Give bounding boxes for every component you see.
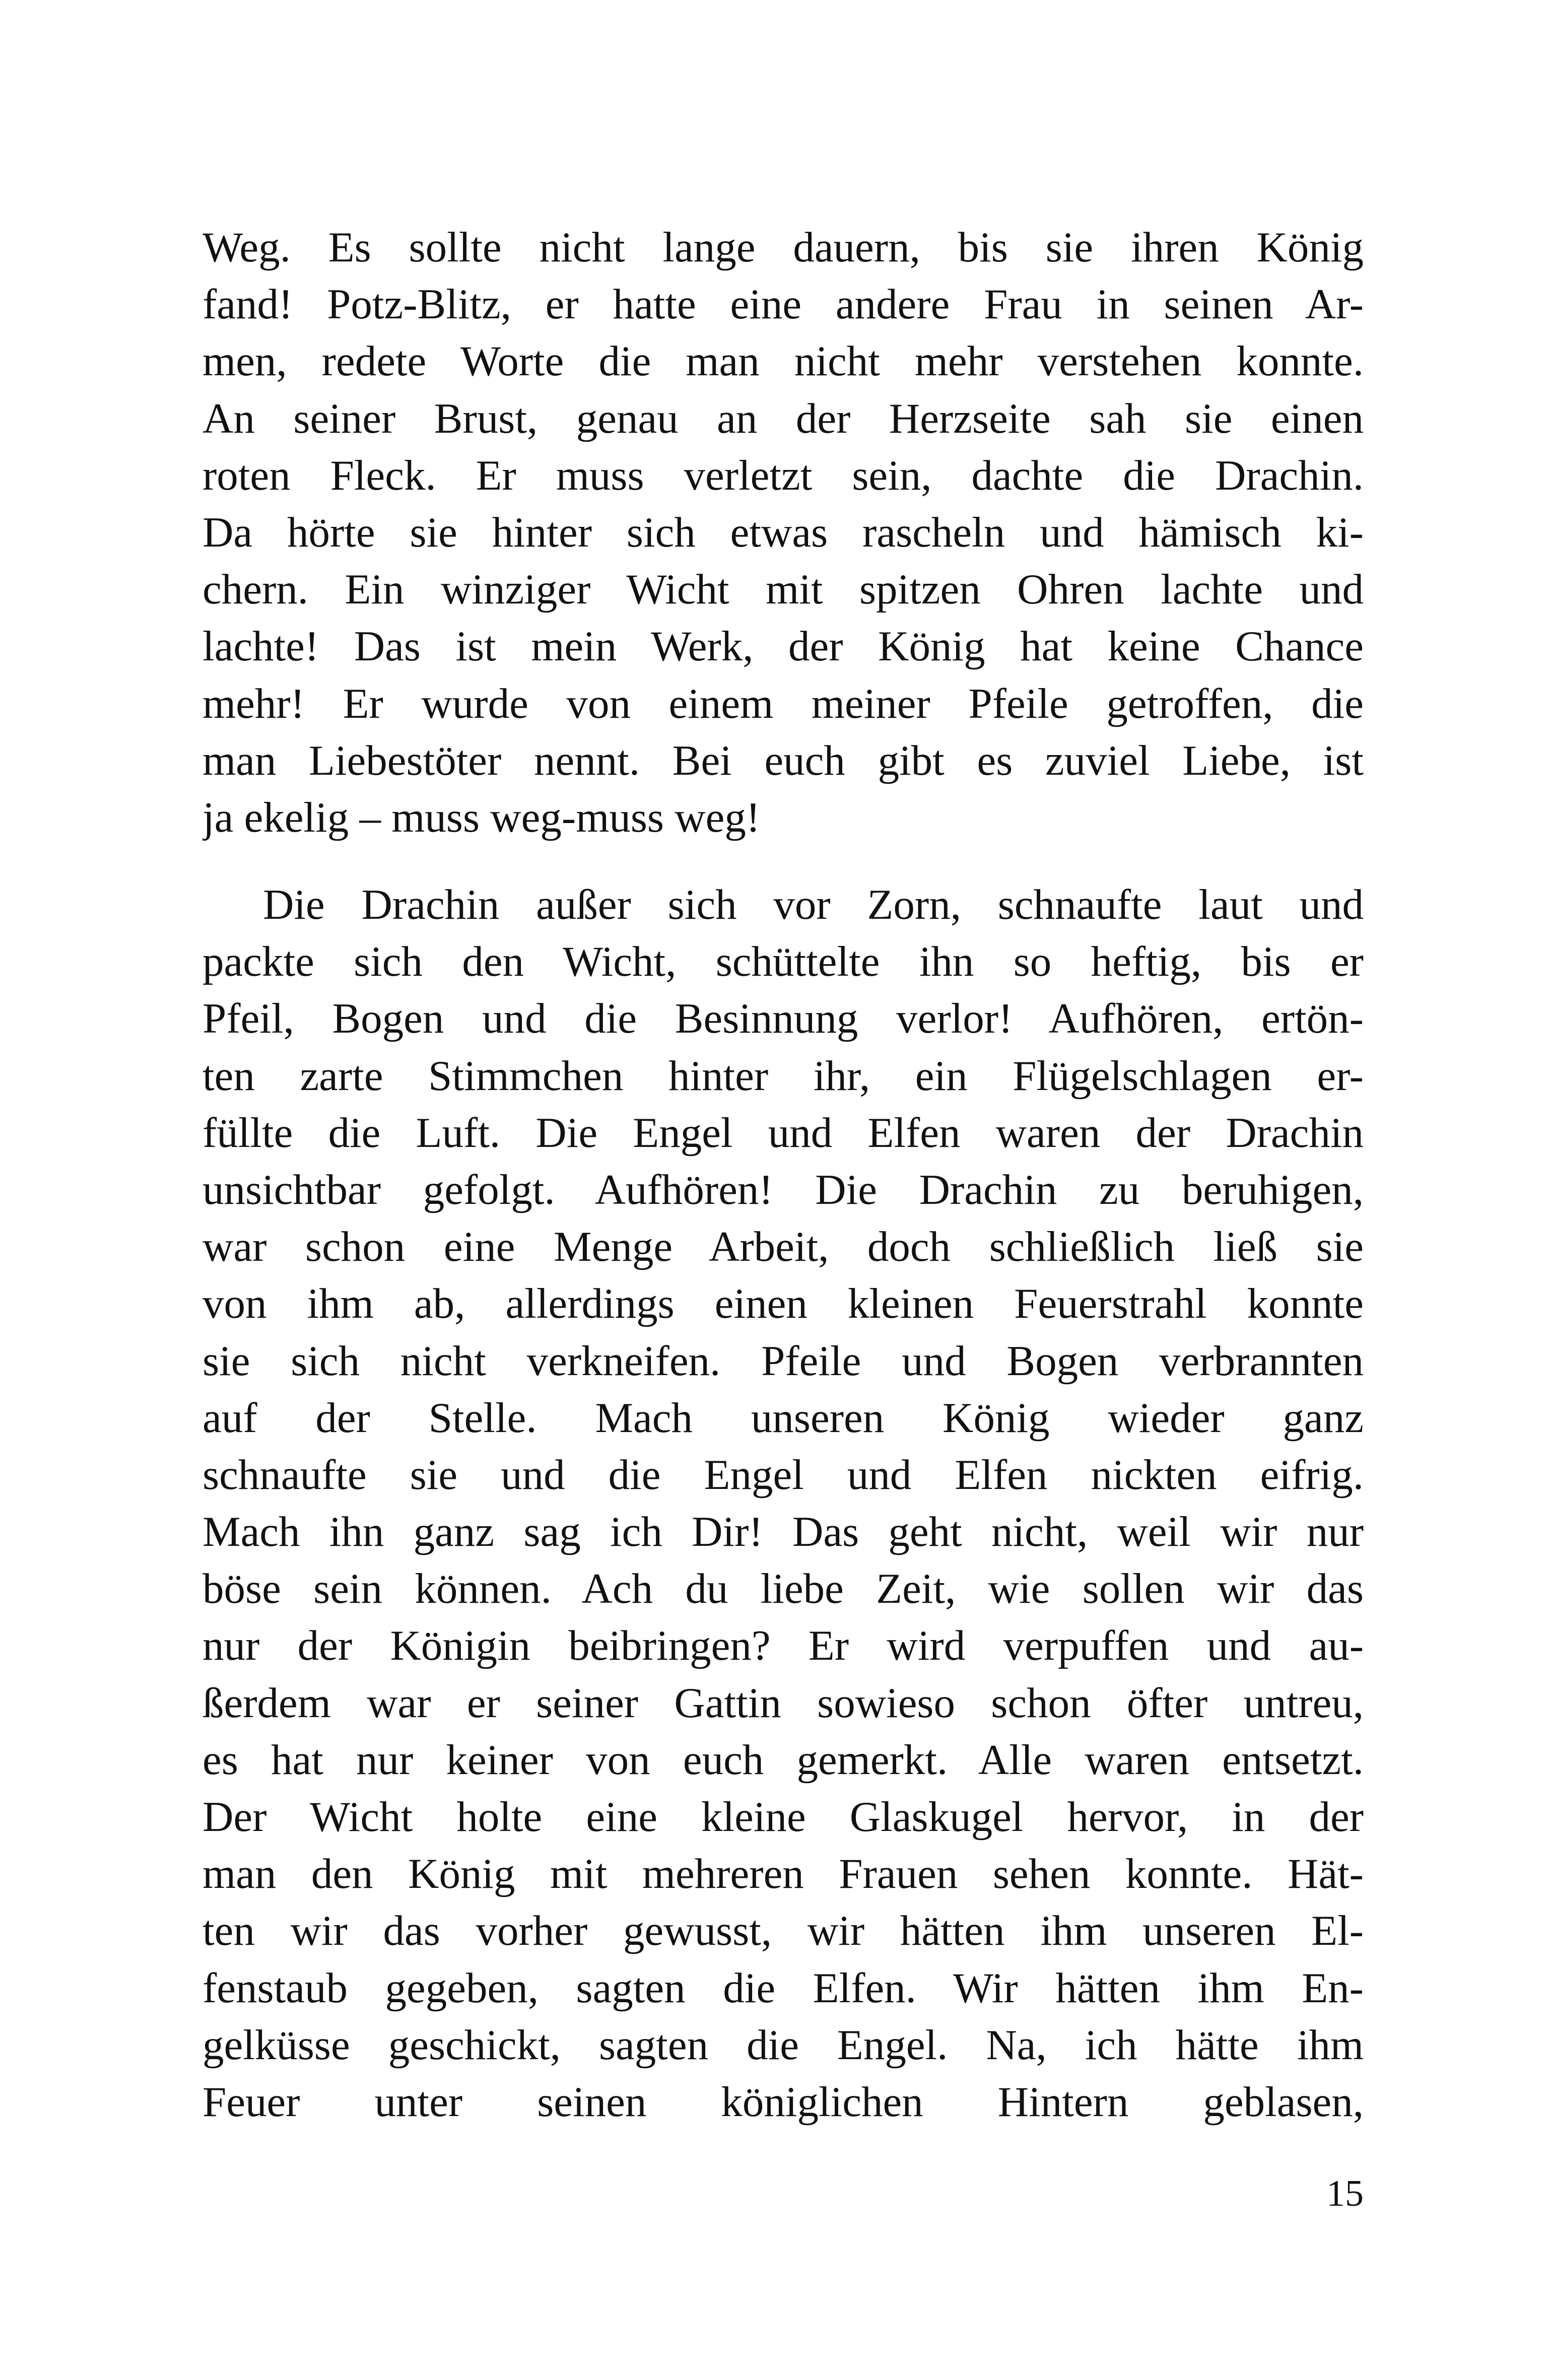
text-line: gelküsse geschickt, sagten die Engel. Na, ich hätte ihm <box>203 2021 1364 2069</box>
text-line: roten Fleck. Er muss verletzt sein, dachte die Drachin. <box>203 451 1364 499</box>
text-line: men, redete Worte die man nicht mehr verstehen konnte. <box>203 337 1364 385</box>
text-line: man den König mit mehreren Frauen sehen konnte. Hät- <box>203 1850 1364 1898</box>
text-line: ßerdem war er seiner Gattin sowieso schon öfter untreu, <box>203 1679 1364 1727</box>
text-line: Der Wicht holte eine kleine Glaskugel hervor, in der <box>203 1793 1364 1841</box>
text-line: von ihm ab, allerdings einen kleinen Feuerstrahl konnte <box>203 1280 1364 1328</box>
text-line: Die Drachin außer sich vor Zorn, schnaufte laut und <box>263 881 1364 928</box>
text-line: fenstaub gegeben, sagten die Elfen. Wir hätten ihm En- <box>203 1964 1364 2012</box>
text-line: ten zarte Stimmchen hinter ihr, ein Flügelschlagen er- <box>203 1052 1364 1100</box>
text-line: Da hörte sie hinter sich etwas rascheln und hämisch ki- <box>203 508 1364 556</box>
text-line: Weg. Es sollte nicht lange dauern, bis sie ihren König <box>203 224 1364 271</box>
text-line: mehr! Er wurde von einem meiner Pfeile getroffen, die <box>203 679 1364 727</box>
text-line: sie sich nicht verkneifen. Pfeile und Bogen verbrannten <box>203 1337 1364 1385</box>
text-line: Feuer unter seinen königlichen Hintern geblasen, <box>203 2078 1364 2126</box>
text-line: An seiner Brust, genau an der Herzseite sah sie einen <box>203 394 1364 442</box>
text-line: fand! Potz-Blitz, er hatte eine andere Frau in seinen Ar- <box>203 281 1364 328</box>
paragraph-2 <box>203 876 1364 2131</box>
text-line: war schon eine Menge Arbeit, doch schließlich ließ sie <box>203 1223 1364 1271</box>
text-line: schnaufte sie und die Engel und Elfen nickten eifrig. <box>203 1451 1364 1499</box>
text-line: Pfeil, Bogen und die Besinnung verlor! Aufhören, ertön- <box>203 995 1364 1043</box>
text-line: Mach ihn ganz sag ich Dir! Das geht nicht, weil wir nur <box>203 1508 1364 1556</box>
text-line: chern. Ein winziger Wicht mit spitzen Ohren lachte und <box>203 566 1364 614</box>
text-line: packte sich den Wicht, schüttelte ihn so heftig, bis er <box>203 938 1364 986</box>
text-line: ja ekelig – muss weg-muss weg! <box>203 793 761 841</box>
text-line: böse sein können. Ach du liebe Zeit, wie sollen wir das <box>203 1565 1364 1613</box>
text-line: man Liebestöter nennt. Bei euch gibt es zuviel Liebe, ist <box>203 736 1364 784</box>
text-line: lachte! Das ist mein Werk, der König hat keine Chance <box>203 623 1364 670</box>
text-line: unsichtbar gefolgt. Aufhören! Die Drachin zu beruhigen, <box>203 1166 1364 1213</box>
text-line: ten wir das vorher gewusst, wir hätten ihm unseren El- <box>203 1907 1364 1955</box>
text-line: nur der Königin beibringen? Er wird verpuffen und au- <box>203 1622 1364 1670</box>
text-line: auf der Stelle. Mach unseren König wieder ganz <box>203 1394 1364 1442</box>
text-line: füllte die Luft. Die Engel und Elfen waren der Drachin <box>203 1109 1364 1157</box>
text-line: es hat nur keiner von euch gemerkt. Alle waren entsetzt. <box>203 1736 1364 1784</box>
page-number: 15 <box>1326 2173 1364 2214</box>
paragraph-1 <box>203 219 1364 846</box>
